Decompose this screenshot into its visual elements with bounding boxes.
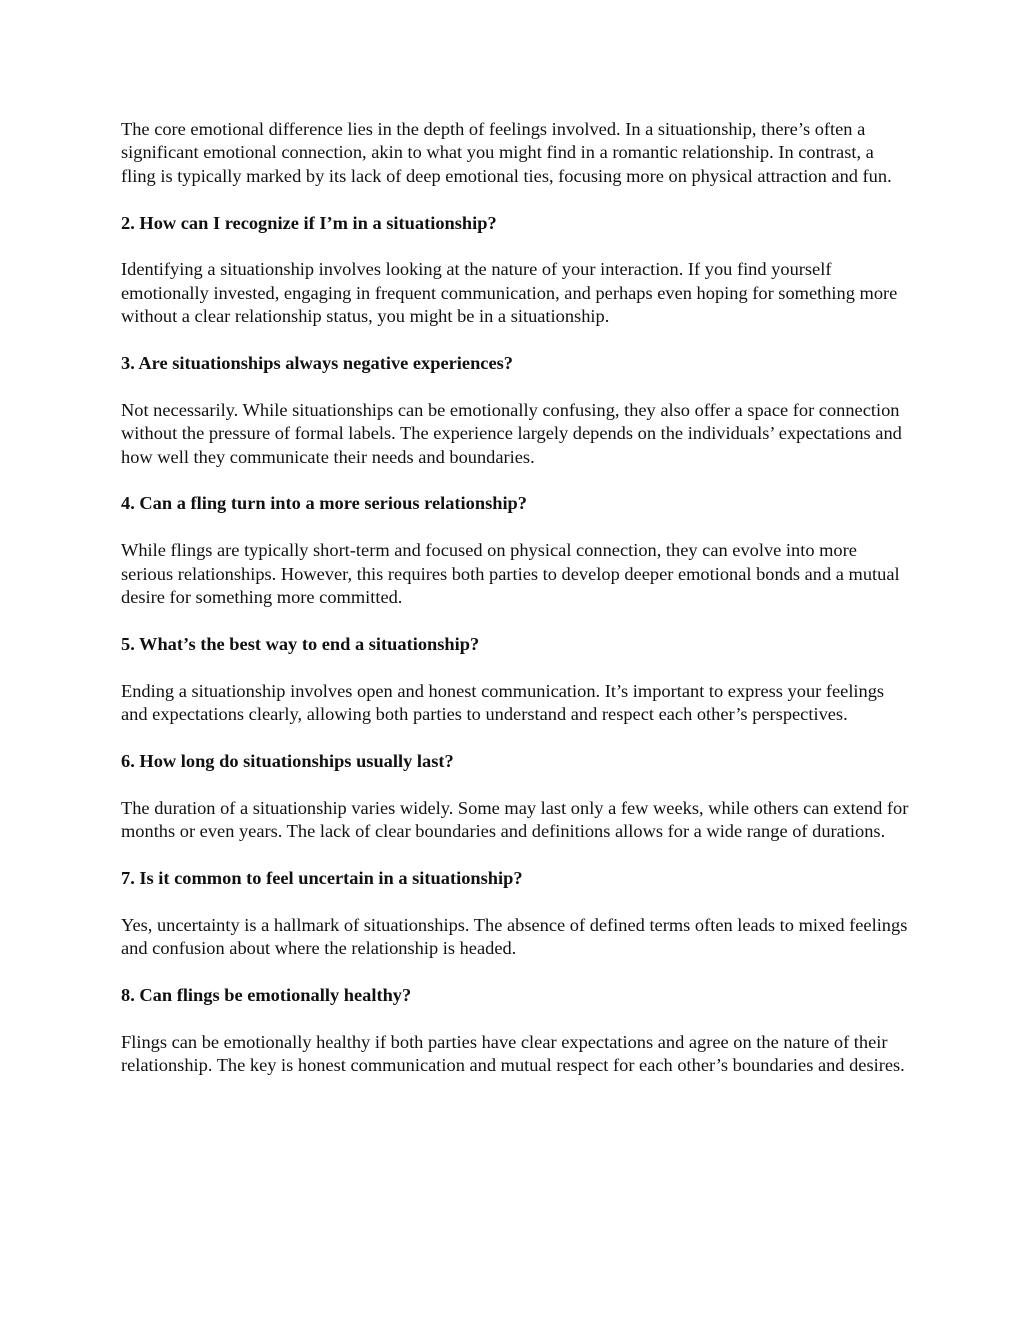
faq-question: 7. Is it common to feel uncertain in a situationship? <box>121 867 523 888</box>
faq-answer: Not necessarily. While situationships can be emotionally confusing, they also offer a space for connection without the pressure of formal labels. The experience largely depends on the individuals’ expectations and how well they communicate their needs and boundaries. <box>121 399 902 467</box>
faq-question: 2. How can I recognize if I’m in a situationship? <box>121 212 497 233</box>
faq-answer: Identifying a situationship involves looking at the nature of your interaction. If you find yourself emotionally invested, engaging in frequent communication, and perhaps even hoping for something more without a clear relationship status, you might be in a situationship. <box>121 259 898 327</box>
faq-answer: While flings are typically short-term and focused on physical connection, they can evolve into more serious relationships. However, this requires both parties to develop deeper emotional bonds and a mutual desire for something more committed. <box>121 540 900 608</box>
faq-question: 8. Can flings be emotionally healthy? <box>121 984 412 1005</box>
faq-answer: Flings can be emotionally healthy if both parties have clear expectations and agree on the nature of their relationship. The key is honest communication and mutual respect for each other’s boundaries and desires. <box>121 1031 905 1076</box>
faq-question: 4. Can a fling turn into a more serious relationship? <box>121 493 527 514</box>
faq-question: 6. How long do situationships usually last? <box>121 750 454 771</box>
faq-answer: The duration of a situationship varies widely. Some may last only a few weeks, while others can extend for months or even years. The lack of clear boundaries and definitions allows for a wide range of durations. <box>121 797 909 842</box>
document-page <box>121 118 911 1077</box>
faq-answer: Ending a situationship involves open and honest communication. It’s important to express your feelings and expectations clearly, allowing both parties to understand and respect each other’s perspectives. <box>121 680 885 725</box>
intro-paragraph: The core emotional difference lies in the depth of feelings involved. In a situationship, there’s often a significant emotional connection, akin to what you might find in a romantic relationship. In contrast, a fling is typically marked by its lack of deep emotional ties, focusing more on physical attraction and fun. <box>121 119 892 186</box>
faq-answer: Yes, uncertainty is a hallmark of situationships. The absence of defined terms often leads to mixed feelings and confusion about where the relationship is headed. <box>121 914 908 959</box>
faq-question: 5. What’s the best way to end a situationship? <box>121 633 480 654</box>
faq-question: 3. Are situationships always negative experiences? <box>121 353 513 374</box>
